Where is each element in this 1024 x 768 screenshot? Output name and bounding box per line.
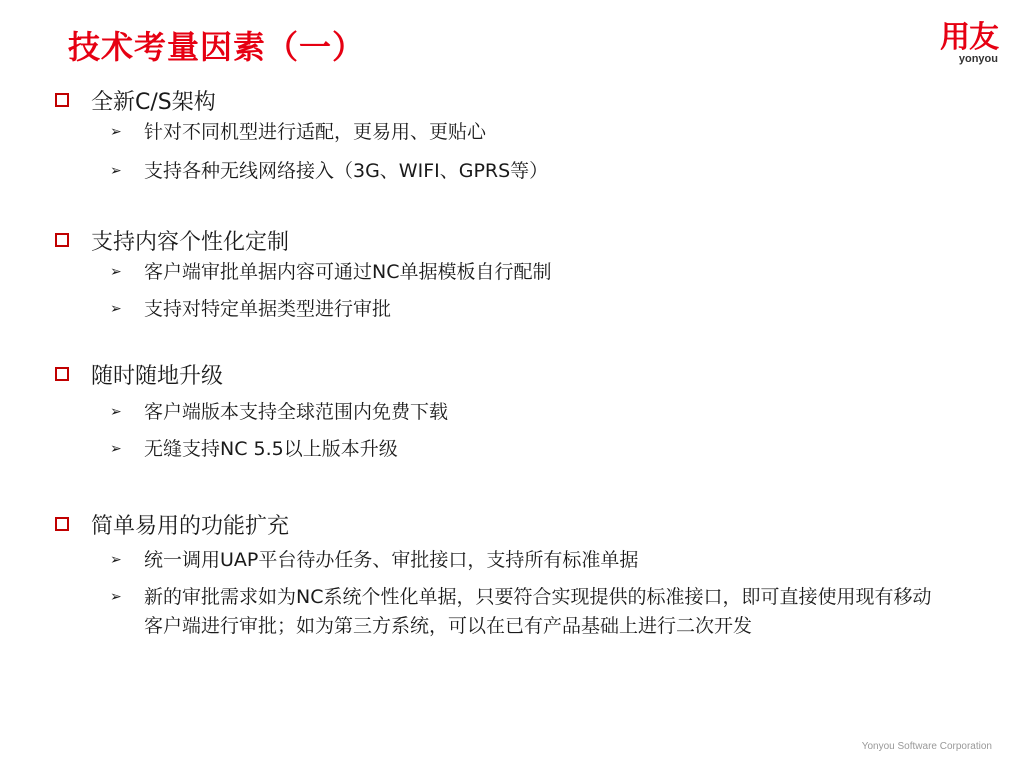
level2-bullet (110, 157, 548, 186)
arrowhead-bullet-icon: ➢ (110, 301, 122, 317)
bullet-text: 客户端版本支持全球范围内免费下载 (144, 401, 449, 423)
bullet-text: 统一调用UAP平台待办任务、审批接口，支持所有标准单据 (144, 549, 639, 571)
bullet-section (55, 506, 944, 641)
level1-bullet (55, 82, 548, 118)
footer-text: Yonyou Software Corporation (861, 741, 992, 752)
logo-cn-text: 用友 (940, 20, 998, 55)
section-heading: 简单易用的功能扩充 (91, 513, 290, 539)
arrowhead-bullet-icon: ➢ (110, 589, 122, 605)
level2-bullet (110, 398, 448, 427)
level1-bullet (55, 222, 551, 258)
arrowhead-bullet-icon: ➢ (110, 163, 122, 179)
section-heading: 随时随地升级 (91, 363, 224, 389)
bullet-text: 客户端审批单据内容可通过NC单据模板自行配制 (144, 261, 552, 283)
level2-bullet (110, 258, 551, 287)
section-heading: 支持内容个性化定制 (91, 229, 290, 255)
bullet-text: 支持各种无线网络接入（3G、WIFI、GPRS等） (144, 160, 549, 182)
level2-bullet (110, 546, 944, 575)
arrowhead-bullet-icon: ➢ (110, 264, 122, 280)
bullet-section (55, 356, 448, 464)
bullet-text: 支持对特定单据类型进行审批 (144, 298, 392, 320)
bullet-section (55, 82, 548, 186)
arrowhead-bullet-icon: ➢ (110, 404, 122, 420)
level2-bullet (110, 583, 944, 641)
bullet-text: 新的审批需求如为NC系统个性化单据，只要符合实现提供的标准接口，即可直接使用现有移动客户端进行审批；如为第三方系统，可以在已有产品基础上进行二次开发 (144, 586, 932, 637)
hollow-square-bullet-icon (55, 93, 69, 107)
bullet-text: 无缝支持NC 5.5以上版本升级 (144, 438, 398, 460)
arrowhead-bullet-icon: ➢ (110, 124, 122, 140)
arrowhead-bullet-icon: ➢ (110, 552, 122, 568)
level2-bullet (110, 118, 548, 147)
company-logo (940, 22, 998, 65)
level1-bullet (55, 506, 944, 542)
logo-en-text: yonyou (958, 53, 998, 65)
bullet-section (55, 222, 551, 324)
arrowhead-bullet-icon: ➢ (110, 441, 122, 457)
hollow-square-bullet-icon (55, 367, 69, 381)
slide-title: 技术考量因素（一） (68, 28, 366, 66)
level2-bullet (110, 435, 448, 464)
section-heading: 全新C/S架构 (91, 89, 216, 115)
level1-bullet (55, 356, 448, 392)
hollow-square-bullet-icon (55, 233, 69, 247)
bullet-text: 针对不同机型进行适配，更易用、更贴心 (144, 121, 487, 143)
hollow-square-bullet-icon (55, 517, 69, 531)
level2-bullet (110, 295, 551, 324)
